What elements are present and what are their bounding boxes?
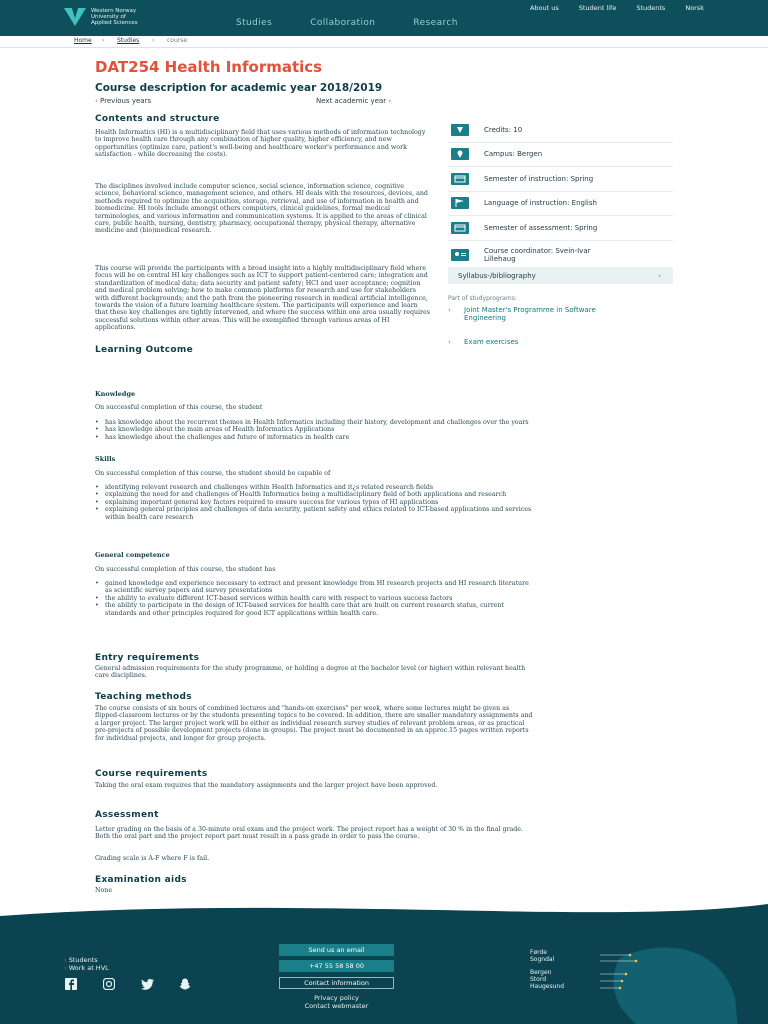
footer-links [64,956,109,972]
contact-webmaster-link[interactable]: Contact webmaster [304,1002,369,1010]
logo-line: University of [91,14,126,20]
skills-list [95,484,535,521]
skills-intro: On successful completion of this course, the student should be capable of [95,470,331,477]
footer-link-work[interactable] [64,964,109,972]
next-year-link[interactable] [316,97,391,105]
logo-text[interactable] [91,8,138,26]
contents-paragraph: This course will provide the participants with a broad insight into a highly multidisciplinary field where focus will be on central HI key challenges such as ICT to support patient-centered care; integration and standardization of medical data; data security and patient safety; HCI and user acceptance; cognition and medical problem solving; how to make common platforms for research and use for stakeholders with different backgrounds; and the path from the pioneering research in medical artificial intelligence, towards the vision of a future learning healthcare system. The participants will experience and learn that these key challenges are tightly intervened, and where the success within one area usually requires successful solutions within other areas. This will be exemplified through various areas of HI applications. [95,265,431,332]
contents-paragraph: The disciplines involved include computer science, social science, information science, cognitive science, behavioral science, management science, and others. HI deals with the resources, devices, and methods required to optimize the acquisition, storage, retrieval, and use of information in health and biomedicine. HI tools include amongst others computers, clinical guidelines, formal medical terminologies, and various information and communication systems. It is applied to the areas of clinical care, public health, nursing, dentistry, pharmacy, occupational therapy, physical therapy, alternative medicine and (bio)medical research. [95,183,428,235]
breadcrumb-current: course [167,37,188,44]
list-item: • explaining the need for and challenges of Health Informatics being a multidisciplinary field of both applications and research [95,491,535,498]
campus-sogndal[interactable]: Sogndal [530,956,555,963]
entry-text: General admission requirements for the study programme, or holding a degree at the bachelor level (or higher) within relevant health care disciplines. [95,665,526,680]
fact-campus [448,143,673,168]
list-item: • has knowledge about the recurrent themes in Health Informatics including their history, development and challenges over the years [95,419,535,426]
hvl-logo-icon[interactable] [64,8,86,26]
page-title: DAT254 Health Informatics [95,58,323,76]
campus-stord[interactable]: Stord [530,976,547,983]
chevron-left-icon: ‹ [95,97,98,105]
list-item: • explaining general principles and challenges of data security, patient safety and ethics related to ICT-based applications and services within health care research [95,506,535,521]
knowledge-list [95,419,535,441]
programme-line: Joint Master's Programme in Software [464,306,596,314]
footer-wave-decoration [0,898,768,928]
credits-icon [450,124,470,136]
main-nav [236,18,458,28]
list-item: • the ability to participate in the design of ICT-based services for health care that are built on current research status, current standards and other principles required for good ICT applications within health care. [95,602,535,617]
norway-map-icon [600,938,740,1024]
logo-line: Western Norway [91,8,137,14]
logo-line: Applied Sciences [91,20,138,26]
top-bar [0,0,768,36]
phone-button[interactable]: +47 55 58 58 00 [279,960,394,972]
assessment-text: Letter grading on the basis of a 30-minute oral exam and the project work. The project report has a weight of 30 % in the final grade. Both the oral part and the project report part must result in a pass grade in order to pass the course. [95,826,524,841]
person-card-icon [450,249,470,261]
breadcrumb-home[interactable]: Home [74,37,92,44]
previous-years-label: Previous years [100,97,152,105]
coordinator-label[interactable] [484,247,591,263]
campus-haugesund[interactable]: Haugesund [530,983,565,990]
section-title-teaching-methods: Teaching methods [95,692,192,702]
exam-exercises-label: Exam exercises [464,338,519,346]
map-pin-icon [450,148,470,160]
semester-assessment-label: Semester of assessment: Spring [484,223,598,232]
privacy-policy-link[interactable]: Privacy policy [314,994,359,1002]
chevron-right-icon: › [64,956,67,964]
footer-link-students[interactable] [64,956,109,964]
section-title-contents: Contents and structure [95,114,220,124]
section-title-learning-outcome: Learning Outcome [95,345,193,355]
link-norsk[interactable]: Norsk [685,4,704,12]
link-students[interactable]: Students [636,4,666,12]
syllabus-button[interactable] [448,267,673,284]
list-item: • has knowledge about the challenges and future of informatics in health care [95,434,535,441]
language-label: Language of instruction: English [484,199,597,208]
footer-link-label: Students [68,956,98,964]
section-title-course-requirements: Course requirements [95,769,208,779]
social-links [64,978,192,990]
facebook-icon[interactable] [64,978,78,990]
footer-link-label: Work at HVL [68,964,109,972]
instagram-icon[interactable] [102,978,116,990]
link-about-us[interactable]: About us [529,4,559,12]
breadcrumb-separator: › [102,37,105,44]
section-title-examination-aids: Examination aids [95,875,187,885]
footer [0,898,768,1024]
nav-studies[interactable]: Studies [236,18,273,28]
page-subtitle: Course description for academic year 2018/2019 [95,82,383,94]
chevron-right-icon: › [448,306,451,314]
list-item: • identifying relevant research and challenges within Health Informatics and it¿s related research fields [95,484,535,491]
subsection-skills: Skills [95,455,116,463]
twitter-icon[interactable] [140,978,154,990]
breadcrumb-studies[interactable]: Studies [117,37,140,44]
contact-info-button[interactable]: Contact information [279,977,394,989]
previous-years-link[interactable] [95,97,151,105]
nav-collaboration[interactable]: Collaboration [310,18,376,28]
grading-text: Grading scale is A-F where F is fail. [95,855,210,862]
programme-line: Engineering [464,314,506,322]
fact-semester-instruction [448,167,673,192]
credits-label: Credits: 10 [484,125,523,134]
list-item: • has knowledge about the main areas of Health Informatics Applications [95,426,535,433]
contents-paragraph: Health Informatics (HI) is a multidisciplinary field that uses various methods of information technology to improve health care through any combination of higher quality, higher efficiency, and new opportunities (optimize care, patient's well-being and healthcare worker's performance and work satisfaction - while decreasing the costs). [95,129,426,159]
chevron-right-icon: › [388,97,392,105]
list-item: • explaining important general key factors required to ensure success for various types of HI applications [95,499,535,506]
flag-icon [450,197,470,209]
chevron-right-icon: › [64,964,67,972]
list-item: • the ability to evaluate different ICT-based services within health care with respect to various success factors [95,595,535,602]
chevron-right-icon: › [658,271,661,280]
campus-label: Campus: Bergen [484,150,543,159]
chevron-right-icon: › [448,338,451,346]
course-requirements-text: Taking the oral exam requires that the mandatory assignments and the larger project have been approved. [95,782,438,789]
fact-language [448,192,673,217]
subsection-knowledge: Knowledge [95,390,136,398]
campus-forde[interactable]: Førde [530,949,547,956]
coordinator-line: Lillehaug [484,255,516,263]
subsection-general-competence: General competence [95,551,170,559]
snapchat-icon[interactable] [178,978,192,990]
email-button[interactable]: Send us an email [279,944,394,956]
exam-exercises-link[interactable] [448,338,518,346]
syllabus-label: Syllabus-/bibliography [458,271,536,280]
nav-research[interactable]: Research [413,18,458,28]
semester-instruction-label: Semester of instruction: Spring [484,174,594,183]
competence-list [95,580,535,617]
link-student-life[interactable]: Student life [578,4,617,12]
section-title-entry-requirements: Entry requirements [95,653,200,663]
campus-bergen[interactable]: Bergen [530,969,552,976]
section-title-assessment: Assessment [95,810,159,820]
course-facts [448,118,673,271]
breadcrumb [0,36,768,48]
part-of-label: Part of studyprograms: [448,295,517,302]
competence-intro: On successful completion of this course, the student has [95,566,276,573]
teaching-text: The course consists of six hours of combined lectures and "hands-on exercises" per week, where some lectures might be given as flipped-classroom lectures or by the students presenting topics to be covered. In addition, there are smaller mandatory assignments and a larger project. The larger project work will be either as individual research survey studies of relevant problem areas, or as practical pre-projects of possible development projects (done in groups). The project must be documented in an approc.15 pages written reports for individual projects, and longer for group projects. [95,705,533,742]
programme-link[interactable] [448,306,596,322]
next-year-label: Next academic year [316,97,387,105]
list-item: • gained knowledge and experience necessary to extract and present knowledge from HI research projects and HI research literature as scientific survey papers and survey presentations [95,580,535,595]
knowledge-intro: On successful completion of this course, the student [95,404,263,411]
top-links [530,4,704,12]
breadcrumb-separator: › [152,37,155,44]
calendar-icon [450,173,470,185]
fact-semester-assessment [448,216,673,241]
coordinator-line: Course coordinator: Svein-Ivar [484,247,591,255]
fact-coordinator [448,241,673,271]
examination-aids-text: None [95,887,113,894]
calendar-icon [450,222,470,234]
fact-credits [448,118,673,143]
